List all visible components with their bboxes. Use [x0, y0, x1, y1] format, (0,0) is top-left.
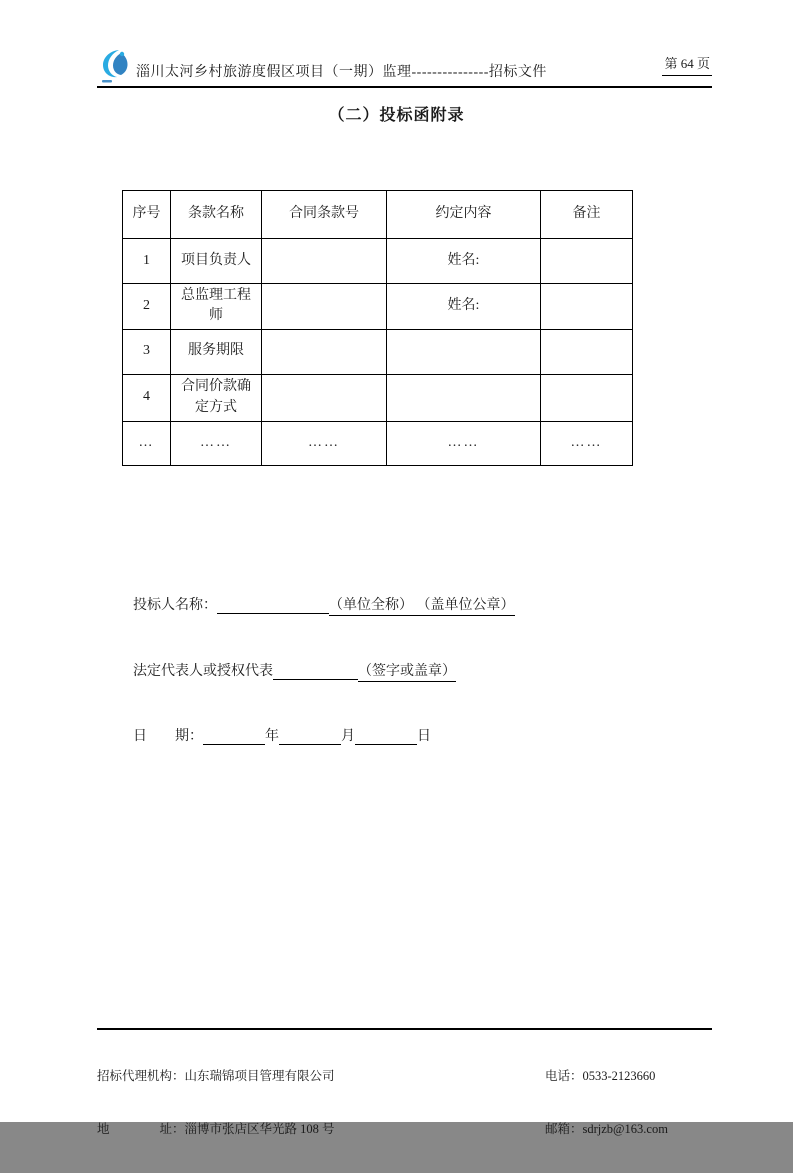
representative-line — [133, 660, 456, 680]
document-title-header: 淄川太河乡村旅游度假区项目（一期）监理---------------招标文件 — [136, 65, 547, 80]
table-cell — [262, 239, 387, 284]
table-cell — [541, 374, 633, 421]
table-cell — [262, 284, 387, 330]
table-row — [123, 239, 633, 284]
table-cell: …… — [387, 421, 541, 465]
section-title: （二）投标函附录 — [328, 107, 465, 124]
table-cell — [541, 329, 633, 374]
date-line — [133, 725, 431, 745]
date-year-blank — [203, 731, 265, 745]
table-cell: 项目负责人 — [171, 239, 262, 284]
date-label: 日 期： — [133, 729, 203, 744]
table-cell: …… — [171, 421, 262, 465]
bidder-name-suffix: （单位全称） （盖单位公章） — [329, 598, 515, 616]
column-header: 序号 — [123, 191, 171, 239]
table-cell: 4 — [123, 374, 171, 421]
representative-label: 法定代表人或授权代表 — [133, 664, 273, 679]
footer-contact-block — [545, 1033, 668, 1173]
date-month-blank — [279, 731, 341, 745]
table-cell — [387, 374, 541, 421]
table-cell: 2 — [123, 284, 171, 330]
company-logo-icon — [99, 47, 131, 85]
footer-address-line: 地 址：淄博市张店区华光路 108 号 — [97, 1121, 335, 1136]
table-cell: …… — [541, 421, 633, 465]
column-header: 备注 — [541, 191, 633, 239]
page-number: 第 64 页 — [662, 53, 712, 76]
table-cell: 姓名: — [387, 239, 541, 284]
day-label: 日 — [417, 729, 431, 744]
table-cell: 服务期限 — [171, 329, 262, 374]
table-cell — [541, 239, 633, 284]
year-label: 年 — [265, 729, 279, 744]
footer-email-line: 邮箱：sdrjzb@163.com — [545, 1121, 668, 1136]
column-header: 条款名称 — [171, 191, 262, 239]
bidder-name-line — [133, 594, 515, 614]
column-header: 合同条款号 — [262, 191, 387, 239]
table-cell: …… — [262, 421, 387, 465]
header-rule — [97, 86, 712, 88]
table-cell — [387, 329, 541, 374]
table-cell: 合同价款确定方式 — [171, 374, 262, 421]
table-cell: … — [123, 421, 171, 465]
table-cell: 3 — [123, 329, 171, 374]
table-cell: 1 — [123, 239, 171, 284]
footer-rule — [97, 1028, 712, 1030]
table-cell: 姓名: — [387, 284, 541, 330]
bidder-name-blank — [217, 600, 329, 614]
table-header-row — [123, 191, 633, 239]
table-cell: 总监理工程师 — [171, 284, 262, 330]
footer-phone-line: 电话：0533-2123660 — [545, 1069, 656, 1083]
representative-suffix: （签字或盖章） — [358, 664, 456, 682]
table-row — [123, 284, 633, 330]
column-header: 约定内容 — [387, 191, 541, 239]
date-day-blank — [355, 731, 417, 745]
footer-agency-block — [97, 1033, 335, 1173]
footer-agency-line: 招标代理机构：山东瑞锦项目管理有限公司 — [97, 1069, 335, 1083]
representative-blank — [273, 666, 358, 680]
appendix-table — [122, 190, 633, 466]
table-cell — [262, 374, 387, 421]
table-row — [123, 329, 633, 374]
table-row — [123, 421, 633, 465]
bidder-name-label: 投标人名称： — [133, 598, 217, 613]
month-label: 月 — [341, 729, 355, 744]
table-cell — [262, 329, 387, 374]
table-row — [123, 374, 633, 421]
table-cell — [541, 284, 633, 330]
